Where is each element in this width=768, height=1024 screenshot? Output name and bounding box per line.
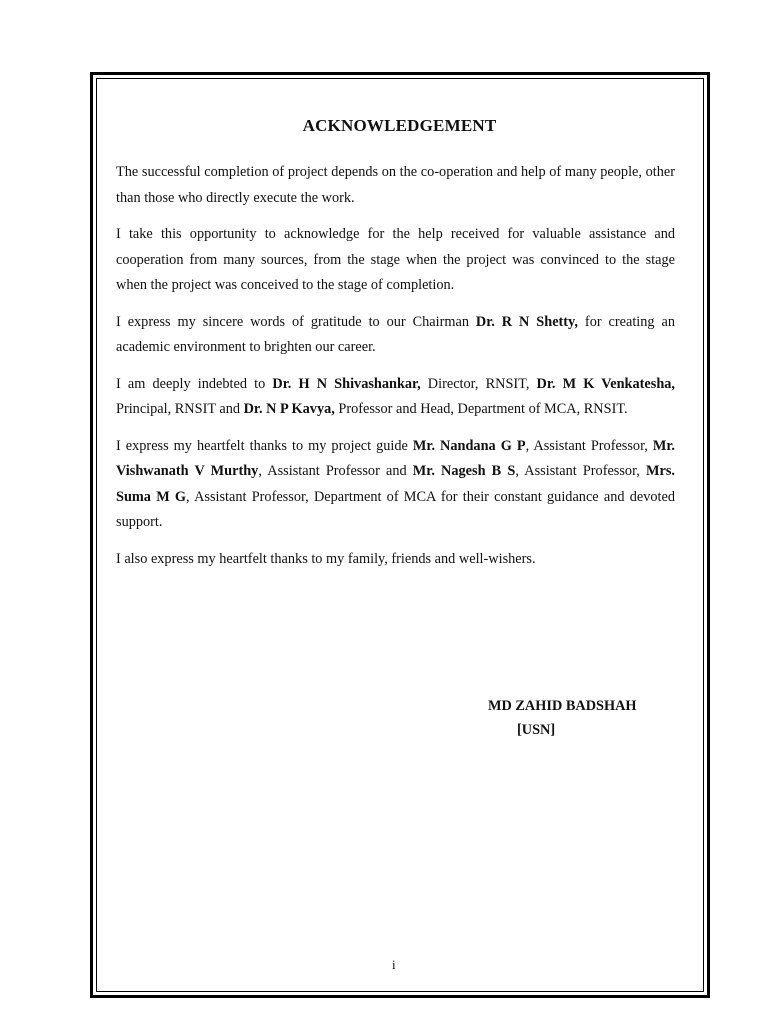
paragraph-text: Principal, RNSIT and bbox=[116, 401, 244, 417]
guide-name: Mr. Nandana G P bbox=[412, 437, 526, 454]
paragraph-text: I express my sincere words of gratitude to our Chairman bbox=[116, 313, 476, 330]
paragraph-6: I also express my heartfelt thanks to my family, friends and well-wishers. bbox=[116, 550, 536, 567]
professor-name: Mrs. Suma M G bbox=[116, 463, 675, 505]
paragraph-text: , Assistant Professor, Department of MCA for their constant guidance and devoted support. bbox=[116, 488, 675, 530]
paragraph-1: The successful completion of project depends on the co-operation and help of many people, other than those who directly execute the work. bbox=[116, 164, 675, 206]
signature-name: MD ZAHID BADSHAH bbox=[488, 698, 637, 714]
paragraph-5 bbox=[116, 434, 675, 536]
paragraph-text: , Assistant Professor, bbox=[525, 437, 653, 454]
paragraph-text: , Assistant Professor, bbox=[515, 463, 646, 479]
professor-name: Mr. Nagesh B S bbox=[412, 463, 516, 479]
paragraph-text: for creating an academic environment to brighten our career. bbox=[116, 313, 675, 355]
chairman-name: Dr. R N Shetty, bbox=[475, 313, 578, 330]
page-number: i bbox=[392, 957, 396, 972]
paragraph-4 bbox=[116, 372, 675, 423]
page-title: ACKNOWLEDGEMENT bbox=[302, 116, 497, 135]
paragraph-text: I express my heartfelt thanks to my project guide bbox=[116, 437, 413, 454]
paragraph-3 bbox=[116, 310, 675, 361]
paragraph-text: I am deeply indebted to bbox=[116, 375, 273, 392]
director-name: Dr. H N Shivashankar, bbox=[272, 375, 421, 392]
paragraph-text: Director, RNSIT, bbox=[420, 375, 537, 392]
paragraph-text: , Assistant Professor and bbox=[258, 463, 413, 479]
document-body bbox=[116, 116, 675, 583]
professor-name: Mr. Vishwanath V Murthy bbox=[116, 437, 675, 479]
paragraph-text: Professor and Head, Department of MCA, RNSIT. bbox=[334, 401, 628, 417]
paragraph-2: I take this opportunity to acknowledge for the help received for valuable assistance and cooperation from many sources, from the stage when the project was convinced to the stage when the project was conceived to the stage of completion. bbox=[116, 226, 675, 293]
signature-usn: [USN] bbox=[517, 722, 556, 738]
principal-name: Dr. M K Venkatesha, bbox=[536, 375, 676, 392]
hod-name: Dr. N P Kavya, bbox=[243, 401, 335, 417]
